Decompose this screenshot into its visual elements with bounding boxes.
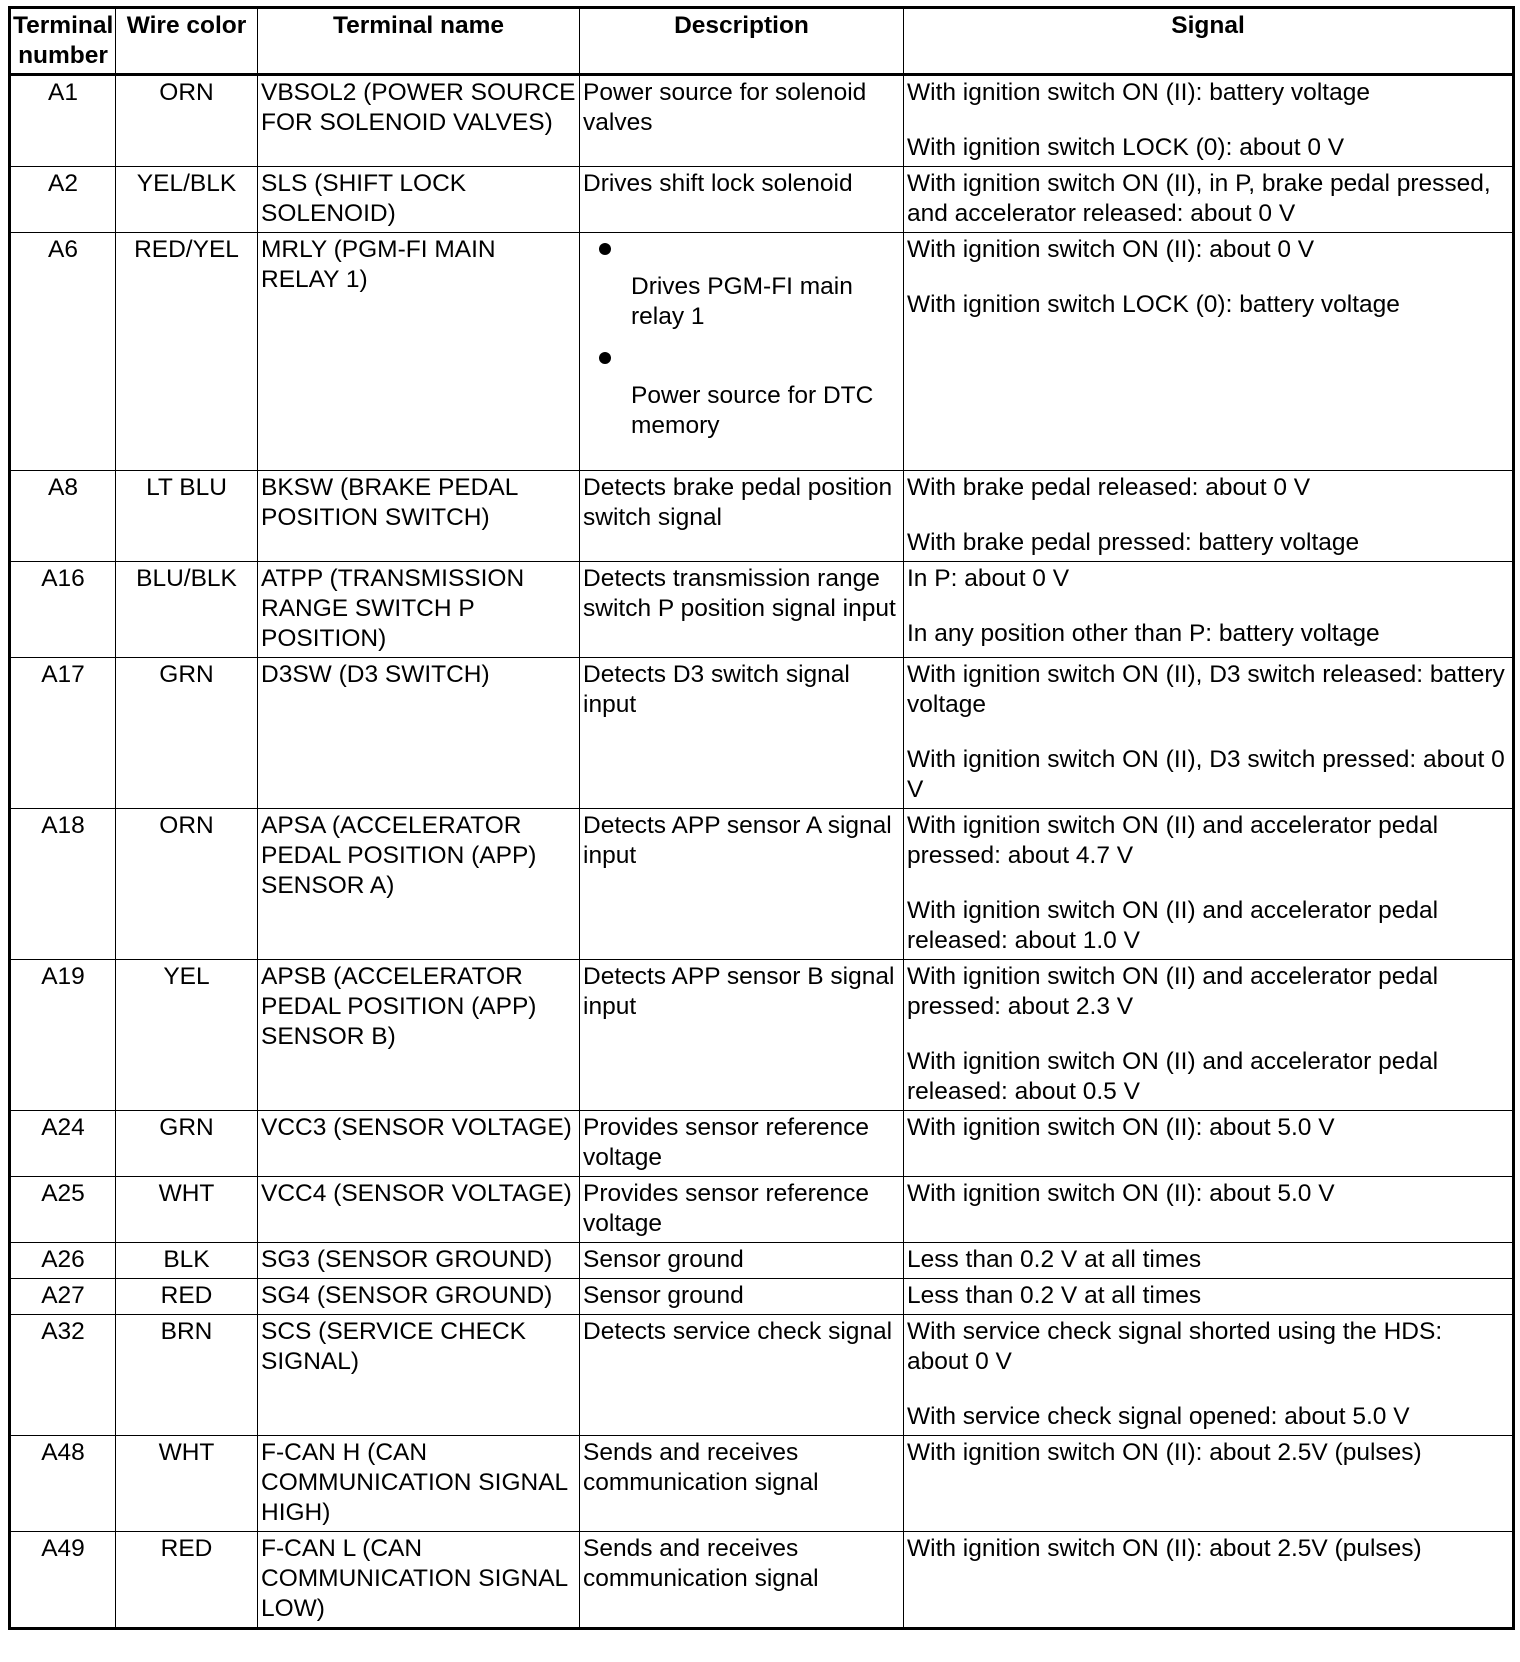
signal-line: With ignition switch LOCK (0): about 0 V: [907, 134, 1345, 161]
cell-signal: [904, 1315, 1514, 1436]
cell-terminal-name: BKSW (BRAKE PEDAL POSITION SWITCH): [258, 471, 580, 562]
table-row: [10, 167, 1514, 233]
table-row: [10, 1243, 1514, 1279]
header-terminal-number: Terminal number: [10, 8, 116, 75]
cell-signal: [904, 1436, 1514, 1532]
cell-wire-color: RED: [116, 1532, 258, 1629]
signal-line: With ignition switch ON (II) and accelerator pedal released: about 1.0 V: [907, 897, 1439, 954]
cell-signal: [904, 75, 1514, 167]
signal-line: With ignition switch ON (II), D3 switch pressed: about 0 V: [907, 746, 1505, 803]
cell-terminal-number: A26: [10, 1243, 116, 1279]
cell-terminal-number: A24: [10, 1111, 116, 1177]
cell-wire-color: YEL: [116, 960, 258, 1111]
cell-signal: [904, 960, 1514, 1111]
signal-line: With ignition switch ON (II): about 2.5V (pulses): [907, 1535, 1422, 1562]
cell-description: Sends and receives communication signal: [580, 1436, 904, 1532]
cell-signal: [904, 658, 1514, 809]
table-row: [10, 1315, 1514, 1436]
cell-wire-color: BLK: [116, 1243, 258, 1279]
cell-terminal-name: APSB (ACCELERATOR PEDAL POSITION (APP) SENSOR B): [258, 960, 580, 1111]
cell-signal: [904, 1111, 1514, 1177]
cell-terminal-number: A32: [10, 1315, 116, 1436]
table-row: [10, 960, 1514, 1111]
signal-line: With ignition switch ON (II): about 5.0 V: [907, 1180, 1335, 1207]
header-signal: Signal: [904, 8, 1514, 75]
header-terminal-name: Terminal name: [258, 8, 580, 75]
table-row: [10, 562, 1514, 658]
cell-terminal-name: VCC3 (SENSOR VOLTAGE): [258, 1111, 580, 1177]
cell-wire-color: BRN: [116, 1315, 258, 1436]
cell-description: Power source for solenoid valves: [580, 75, 904, 167]
cell-wire-color: WHT: [116, 1436, 258, 1532]
bullet-icon: [599, 352, 611, 364]
cell-description: Drives shift lock solenoid: [580, 167, 904, 233]
signal-line: With ignition switch ON (II): about 0 V: [907, 236, 1315, 263]
cell-description: Detects service check signal: [580, 1315, 904, 1436]
cell-signal: [904, 471, 1514, 562]
cell-wire-color: BLU/BLK: [116, 562, 258, 658]
table-row: [10, 1532, 1514, 1629]
bullet-icon: [599, 243, 611, 255]
table-row: [10, 1279, 1514, 1315]
signal-line: With ignition switch ON (II), in P, brake pedal pressed, and accelerator released: about 0 V: [907, 170, 1491, 227]
cell-signal: [904, 233, 1514, 471]
cell-terminal-name: F-CAN L (CAN COMMUNICATION SIGNAL LOW): [258, 1532, 580, 1629]
cell-terminal-name: SG3 (SENSOR GROUND): [258, 1243, 580, 1279]
signal-line: With brake pedal released: about 0 V: [907, 474, 1311, 501]
signal-line: With ignition switch ON (II), D3 switch released: battery voltage: [907, 661, 1505, 718]
table-row: [10, 658, 1514, 809]
table-row: [10, 471, 1514, 562]
cell-wire-color: WHT: [116, 1177, 258, 1243]
cell-description: Sensor ground: [580, 1279, 904, 1315]
cell-description: Provides sensor reference voltage: [580, 1177, 904, 1243]
cell-terminal-number: A49: [10, 1532, 116, 1629]
cell-terminal-name: SLS (SHIFT LOCK SOLENOID): [258, 167, 580, 233]
cell-terminal-number: A25: [10, 1177, 116, 1243]
cell-terminal-number: A16: [10, 562, 116, 658]
cell-terminal-number: A27: [10, 1279, 116, 1315]
cell-terminal-name: APSA (ACCELERATOR PEDAL POSITION (APP) SENSOR A): [258, 809, 580, 960]
description-bullet-text: Power source for DTC memory: [631, 382, 874, 439]
cell-terminal-name: VBSOL2 (POWER SOURCE FOR SOLENOID VALVES): [258, 75, 580, 167]
table-row: [10, 1436, 1514, 1532]
cell-wire-color: GRN: [116, 1111, 258, 1177]
cell-wire-color: RED: [116, 1279, 258, 1315]
header-wire-color: Wire color: [116, 8, 258, 75]
description-bullet-item: [583, 235, 900, 332]
cell-terminal-name: SG4 (SENSOR GROUND): [258, 1279, 580, 1315]
cell-wire-color: ORN: [116, 75, 258, 167]
table-row: [10, 809, 1514, 960]
cell-terminal-number: A17: [10, 658, 116, 809]
table-row: [10, 1111, 1514, 1177]
cell-terminal-name: ATPP (TRANSMISSION RANGE SWITCH P POSITION): [258, 562, 580, 658]
cell-description: [580, 233, 904, 471]
signal-line: With brake pedal pressed: battery voltage: [907, 529, 1360, 556]
cell-signal: [904, 1279, 1514, 1315]
signal-line: Less than 0.2 V at all times: [907, 1282, 1202, 1309]
description-bullet-item: [583, 344, 900, 441]
terminal-table: [8, 6, 1515, 1630]
cell-terminal-name: VCC4 (SENSOR VOLTAGE): [258, 1177, 580, 1243]
table-row: [10, 75, 1514, 167]
cell-wire-color: RED/YEL: [116, 233, 258, 471]
table-row: [10, 1177, 1514, 1243]
cell-signal: [904, 809, 1514, 960]
signal-line: With ignition switch ON (II): about 2.5V (pulses): [907, 1439, 1422, 1466]
signal-line: With ignition switch ON (II): about 5.0 V: [907, 1114, 1335, 1141]
cell-wire-color: ORN: [116, 809, 258, 960]
cell-signal: [904, 1532, 1514, 1629]
cell-description: Sensor ground: [580, 1243, 904, 1279]
cell-description: Provides sensor reference voltage: [580, 1111, 904, 1177]
cell-wire-color: YEL/BLK: [116, 167, 258, 233]
signal-line: With service check signal opened: about 5.0 V: [907, 1403, 1410, 1430]
description-bullet-text: Drives PGM-FI main relay 1: [631, 273, 853, 330]
cell-terminal-name: MRLY (PGM-FI MAIN RELAY 1): [258, 233, 580, 471]
signal-line: Less than 0.2 V at all times: [907, 1246, 1202, 1273]
header-description: Description: [580, 8, 904, 75]
cell-terminal-number: A6: [10, 233, 116, 471]
cell-wire-color: GRN: [116, 658, 258, 809]
cell-terminal-name: D3SW (D3 SWITCH): [258, 658, 580, 809]
cell-wire-color: LT BLU: [116, 471, 258, 562]
cell-signal: [904, 167, 1514, 233]
signal-line: With service check signal shorted using the HDS: about 0 V: [907, 1318, 1443, 1375]
cell-terminal-number: A18: [10, 809, 116, 960]
table-row: [10, 233, 1514, 471]
signal-line: With ignition switch LOCK (0): battery voltage: [907, 291, 1400, 318]
header-row: [10, 8, 1514, 75]
cell-terminal-number: A48: [10, 1436, 116, 1532]
signal-line: In P: about 0 V: [907, 565, 1070, 592]
cell-description: Detects APP sensor A signal input: [580, 809, 904, 960]
signal-line: With ignition switch ON (II) and accelerator pedal pressed: about 2.3 V: [907, 963, 1439, 1020]
cell-terminal-number: A2: [10, 167, 116, 233]
cell-description: Sends and receives communication signal: [580, 1532, 904, 1629]
cell-description: Detects transmission range switch P position signal input: [580, 562, 904, 658]
cell-signal: [904, 1177, 1514, 1243]
cell-description: Detects D3 switch signal input: [580, 658, 904, 809]
table-body: [10, 75, 1514, 1629]
cell-signal: [904, 562, 1514, 658]
cell-signal: [904, 1243, 1514, 1279]
signal-line: With ignition switch ON (II) and accelerator pedal pressed: about 4.7 V: [907, 812, 1439, 869]
cell-terminal-name: F-CAN H (CAN COMMUNICATION SIGNAL HIGH): [258, 1436, 580, 1532]
cell-terminal-number: A8: [10, 471, 116, 562]
signal-line: In any position other than P: battery voltage: [907, 620, 1380, 647]
cell-description: Detects brake pedal position switch signal: [580, 471, 904, 562]
cell-description: Detects APP sensor B signal input: [580, 960, 904, 1111]
cell-terminal-name: SCS (SERVICE CHECK SIGNAL): [258, 1315, 580, 1436]
cell-terminal-number: A19: [10, 960, 116, 1111]
signal-line: With ignition switch ON (II) and accelerator pedal released: about 0.5 V: [907, 1048, 1439, 1105]
signal-line: With ignition switch ON (II): battery voltage: [907, 79, 1370, 106]
cell-terminal-number: A1: [10, 75, 116, 167]
